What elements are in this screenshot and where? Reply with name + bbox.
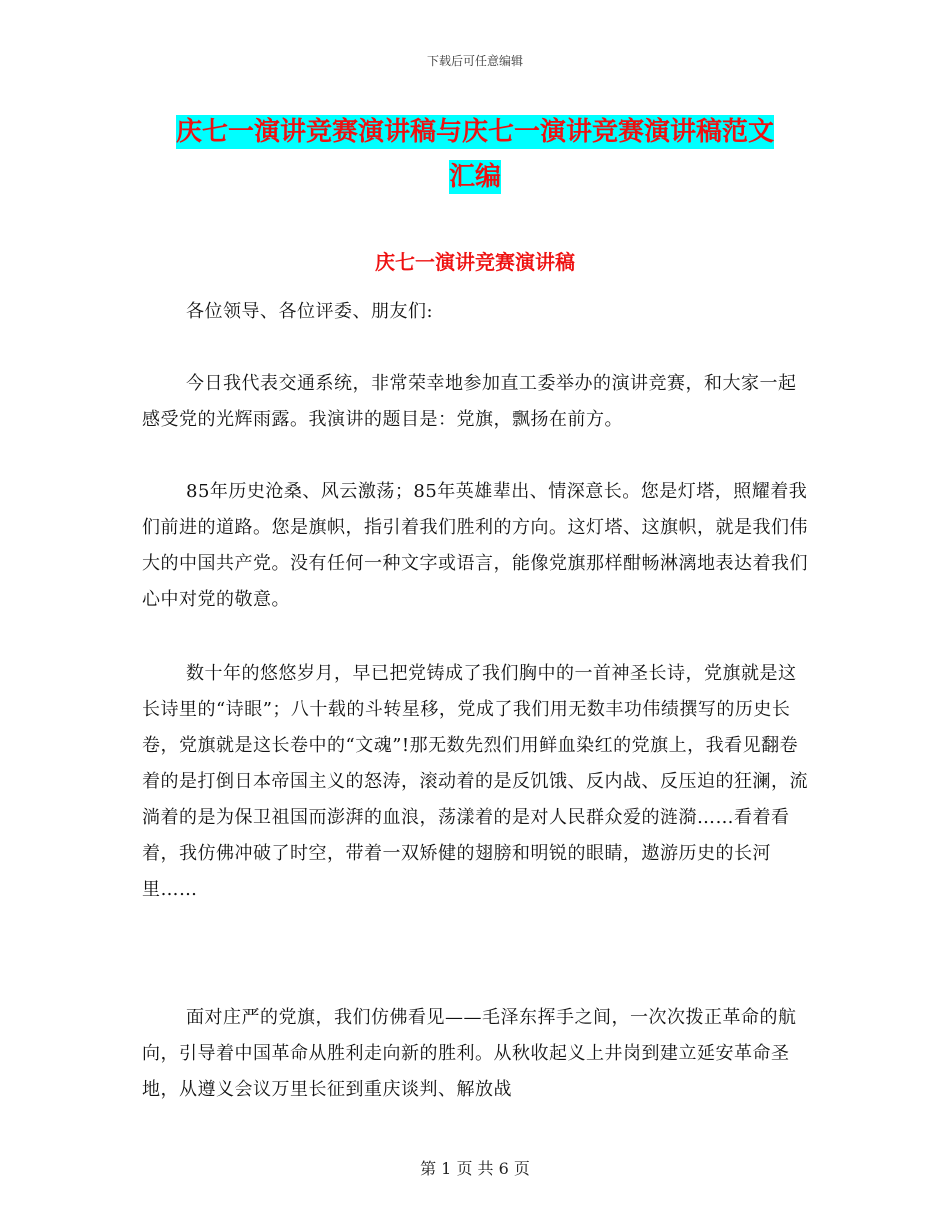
- document-title-line2: 汇编: [448, 162, 501, 192]
- paragraph-text: 今日我代表交通系统，非常荣幸地参加直工委举办的演讲竞赛，和大家一起感受党的光辉雨露。我演讲的题目是：党旗，飘扬在前方。: [142, 373, 797, 430]
- document-title-line1: 庆七一演讲竞赛演讲稿与庆七一演讲竞赛演讲稿范文: [175, 117, 774, 147]
- paragraph-intro: [142, 366, 810, 438]
- paragraph-text: 各位领导、各位评委、朋友们:: [186, 301, 434, 322]
- paragraph-text: 数十年的悠悠岁月，早已把党铸成了我们胸中的一首神圣长诗，党旗就是这长诗里的“诗眼”；八十载的斗转星移，党成了我们用无数丰功伟绩撰写的历史长卷，党旗就是这长卷中的“文魂”!那无数先烈们用鲜血染红的党旗上，我看见翻卷着的是打倒日本帝国主义的怒涛，滚动着的是反饥饿、反内战、反压迫的狂澜，流淌着的是为保卫祖国而澎湃的血浪，荡漾着的是对人民群众爱的涟漪……看着看着，我仿佛冲破了时空，带着一双矫健的翅膀和明锐的眼睛，遨游历史的长河里……: [142, 663, 808, 900]
- paragraph-text: 面对庄严的党旗，我们仿佛看见——毛泽东挥手之间，一次次拨正革命的航向，引导着中国革命从胜利走向新的胜利。从秋收起义上井岗到建立延安革命圣地，从遵义会议万里长征到重庆谈判、解放战: [142, 1007, 797, 1100]
- page-header-note: 下载后可任意编辑: [426, 54, 523, 68]
- paragraph-flag: [142, 1000, 810, 1108]
- paragraph-poem: [142, 656, 810, 908]
- paragraph-history: [142, 474, 810, 618]
- paragraph-salutation: [142, 294, 810, 330]
- section-title: 庆七一演讲竞赛演讲稿: [375, 250, 575, 274]
- page-number-footer: 第 1 页 共 6 页: [420, 1159, 530, 1178]
- document-title: [140, 110, 810, 200]
- paragraph-text: 85年历史沧桑、风云激荡；85年英雄辈出、情深意长。您是灯塔，照耀着我们前进的道路。您是旗帜，指引着我们胜利的方向。这灯塔、这旗帜，就是我们伟大的中国共产党。没有任何一种文字或语言，能像党旗那样酣畅淋漓地表达着我们心中对党的敬意。: [142, 481, 808, 610]
